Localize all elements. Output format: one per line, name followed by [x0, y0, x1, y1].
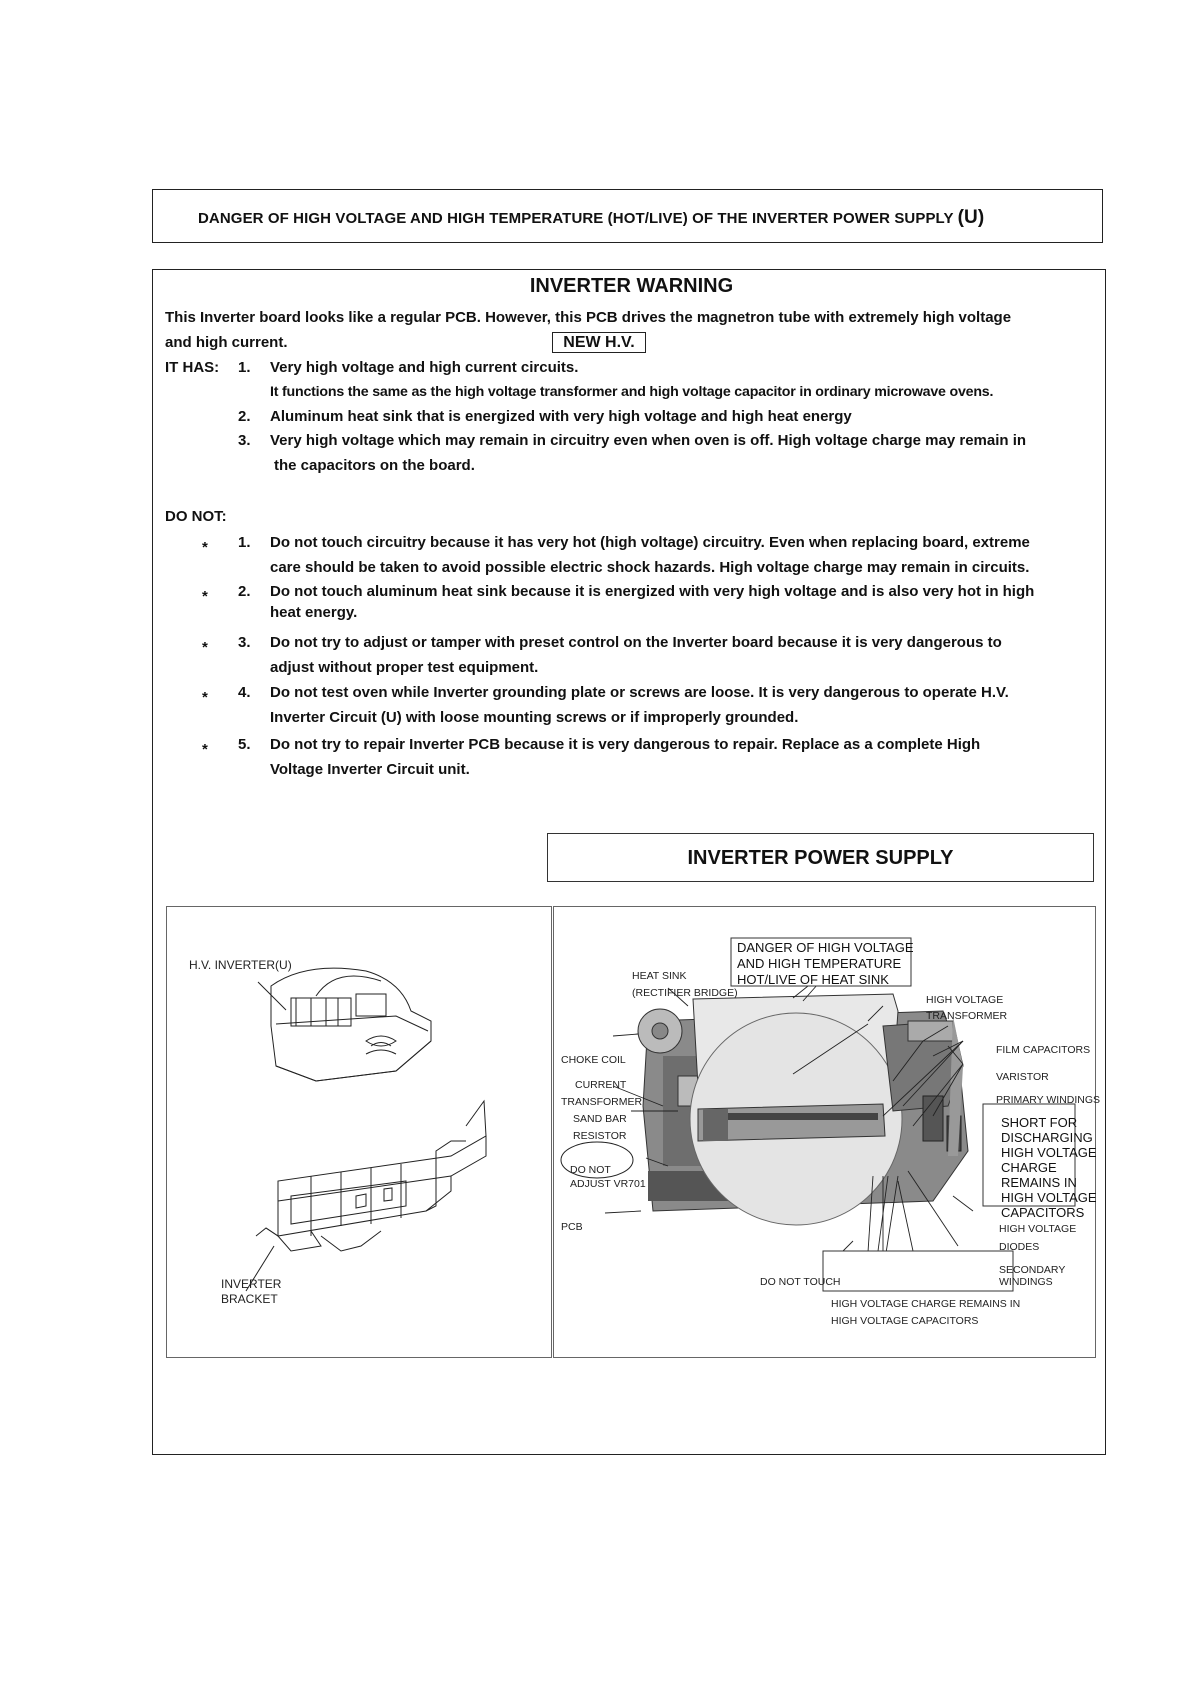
short-for-line-5: REMAINS IN [1001, 1175, 1077, 1190]
do-not-adjust-label-2: ADJUST VR701 [570, 1178, 646, 1190]
do-not-adjust-label-1: DO NOT [570, 1164, 611, 1176]
inverter-bracket-label-1: INVERTER [221, 1277, 282, 1291]
do-not-5-line-2: Voltage Inverter Circuit unit. [270, 761, 470, 778]
hv-diodes-label-2: DIODES [999, 1241, 1040, 1253]
short-for-line-3: HIGH VOLTAGE [1001, 1145, 1097, 1160]
do-not-3-line-1: Do not try to adjust or tamper with preset control on the Inverter board because it is very dangerous to [270, 634, 1002, 651]
star-5: * [202, 741, 208, 758]
do-not-label: DO NOT: [165, 508, 227, 525]
do-not-num-2: 2. [238, 583, 251, 600]
danger-label-line-3: HOT/LIVE OF HEAT SINK [737, 972, 889, 987]
power-supply-title: INVERTER POWER SUPPLY [687, 847, 954, 869]
do-not-3-line-2: adjust without proper test equipment. [270, 659, 539, 676]
do-not-num-5: 5. [238, 736, 251, 753]
hv-inverter-label: H.V. INVERTER(U) [189, 958, 292, 972]
secondary-windings-label-2: WINDINGS [999, 1276, 1053, 1288]
intro-line-2: and high current. [165, 334, 288, 351]
star-2: * [202, 588, 208, 605]
secondary-windings-label-1: SECONDARY [999, 1264, 1066, 1276]
do-not-num-3: 3. [238, 634, 251, 651]
it-has-1-line-2: It functions the same as the high voltage transformer and high voltage capacitor in ordinary microwave ovens. [270, 384, 994, 400]
do-not-2-line-2: heat energy. [270, 604, 358, 621]
film-capacitors-label: FILM CAPACITORS [996, 1044, 1091, 1056]
choke-coil-label: CHOKE COIL [561, 1054, 626, 1066]
it-has-3-line-2: the capacitors on the board. [274, 457, 475, 474]
it-has-3-line-1: Very high voltage which may remain in circuitry even when oven is off. High voltage charge may remain in [270, 432, 1027, 449]
hv-transformer-label-2: TRANSFORMER [926, 1010, 1008, 1022]
star-4: * [202, 689, 208, 706]
it-has-1-line-1: Very high voltage and high current circuits. [270, 359, 579, 376]
do-not-4-line-2: Inverter Circuit (U) with loose mounting screws or if improperly grounded. [270, 709, 799, 726]
star-3: * [202, 639, 208, 656]
sand-bar-label-1: SAND BAR [573, 1113, 627, 1125]
hv-charge-label-2: HIGH VOLTAGE CAPACITORS [831, 1315, 979, 1327]
varistor-label: VARISTOR [996, 1071, 1049, 1083]
do-not-1-line-1: Do not touch circuitry because it has very hot (high voltage) circuitry. Even when replacing board, extreme [270, 534, 1030, 551]
short-for-line-4: CHARGE [1001, 1160, 1057, 1175]
short-for-line-6: HIGH VOLTAGE [1001, 1190, 1097, 1205]
it-has-num-2: 2. [238, 408, 251, 425]
short-for-line-2: DISCHARGING [1001, 1130, 1093, 1145]
danger-label-line-2: AND HIGH TEMPERATURE [737, 956, 902, 971]
short-for-line-7: CAPACITORS [1001, 1205, 1085, 1220]
it-has-2-line-1: Aluminum heat sink that is energized with very high voltage and high heat energy [270, 408, 852, 425]
do-not-1-line-2: care should be taken to avoid possible electric shock hazards. High voltage charge may remain in circuits. [270, 559, 1030, 576]
do-not-4-line-1: Do not test oven while Inverter grounding plate or screws are loose. It is very dangerous to operate H.V. [270, 684, 1009, 701]
sand-bar-label-2: RESISTOR [573, 1130, 627, 1142]
do-not-num-1: 1. [238, 534, 251, 551]
danger-header-text [198, 207, 984, 229]
it-has-num-3: 3. [238, 432, 251, 449]
current-transformer-label-1: CURRENT [575, 1079, 627, 1091]
hv-diodes-label-1: HIGH VOLTAGE [999, 1223, 1077, 1235]
heat-sink-label-2: (RECTIFIER BRIDGE) [632, 987, 738, 999]
star-1: * [202, 539, 208, 556]
it-has-label: IT HAS: [165, 359, 220, 376]
intro-line-1: This Inverter board looks like a regular PCB. However, this PCB drives the magnetron tube with extremely high voltage [165, 309, 1012, 326]
primary-windings-label: PRIMARY WINDINGS [996, 1094, 1101, 1106]
it-has-num-1: 1. [238, 359, 251, 376]
do-not-num-4: 4. [238, 684, 251, 701]
short-for-line-1: SHORT FOR [1001, 1115, 1078, 1130]
inverter-bracket-label-2: BRACKET [221, 1292, 278, 1306]
new-hv-badge: NEW H.V. [552, 332, 646, 353]
do-not-5-line-1: Do not try to repair Inverter PCB because it is very dangerous to repair. Replace as a complete High [270, 736, 981, 753]
current-transformer-label-2: TRANSFORMER [561, 1096, 643, 1108]
do-not-2-line-1: Do not touch aluminum heat sink because it is energized with very high voltage and is also very hot in high [270, 583, 1035, 600]
heat-sink-label-1: HEAT SINK [632, 970, 687, 982]
pcb-label: PCB [561, 1221, 583, 1233]
hv-charge-label-1: HIGH VOLTAGE CHARGE REMAINS IN [831, 1298, 1021, 1310]
do-not-touch-label: DO NOT TOUCH [760, 1276, 841, 1288]
inverter-warning-title: INVERTER WARNING [529, 275, 734, 297]
danger-header-suffix: (U) [957, 207, 985, 228]
hv-transformer-label-1: HIGH VOLTAGE [926, 994, 1004, 1006]
danger-label-line-1: DANGER OF HIGH VOLTAGE [737, 940, 914, 955]
danger-header-main: DANGER OF HIGH VOLTAGE AND HIGH TEMPERATURE (HOT/LIVE) OF THE INVERTER POWER SUPPLY [198, 210, 954, 227]
